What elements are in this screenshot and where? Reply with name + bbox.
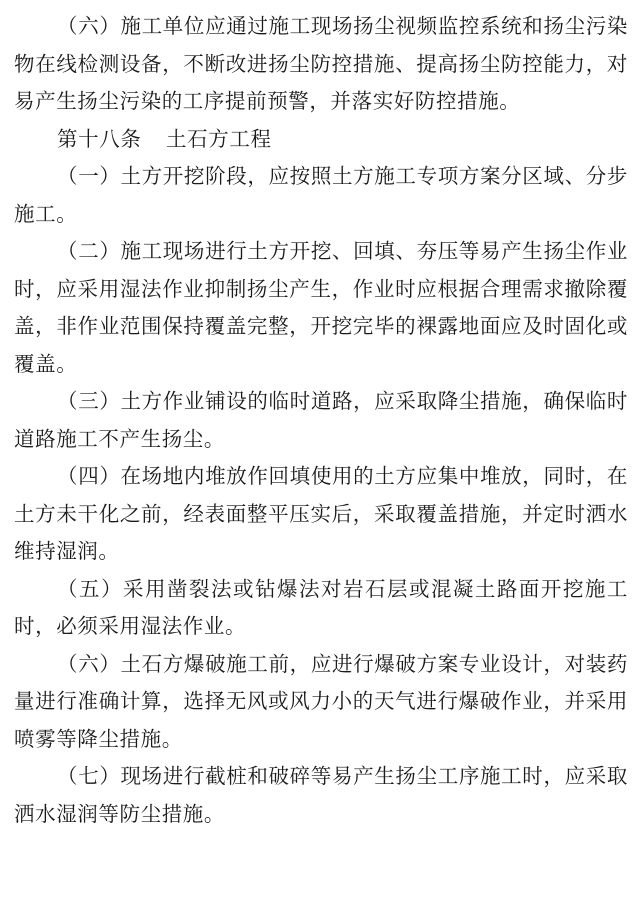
paragraph-item-4-soil-stockpile: （四）在场地内堆放作回填使用的土方应集中堆放，同时，在土方未干化之前，经表面整平压实后，采取覆盖措施，并定时洒水维持湿润。: [14, 464, 628, 563]
paragraph-item-6-dust-monitoring: （六）施工单位应通过施工现场扬尘视频监控系统和扬尘污染物在线检测设备，不断改进扬尘防控措施、提高扬尘防控能力，对易产生扬尘污染的工序提前预警，并落实好防控措施。: [14, 14, 628, 113]
paragraph-item-5-rock-excavation: （五）采用凿裂法或钻爆法对岩石层或混凝土路面开挖施工时，必须采用湿法作业。: [14, 576, 628, 638]
paragraph-item-6-blasting: （六）土石方爆破施工前，应进行爆破方案专业设计，对装药量进行准确计算，选择无风或风力小的天气进行爆破作业，并采用喷雾等降尘措施。: [14, 651, 628, 751]
article-number: 第十八条: [57, 126, 142, 151]
article-heading: [14, 121, 628, 159]
paragraph-item-3-temporary-road: （三）土方作业铺设的临时道路，应采取降尘措施，确保临时道路施工不产生扬尘。: [14, 389, 628, 451]
paragraph-item-1-excavation: （一）土方开挖阶段，应按照土方施工专项方案分区域、分步施工。: [14, 164, 628, 226]
paragraph-item-2-wet-operation: （二）施工现场进行土方开挖、回填、夯压等易产生扬尘作业时，应采用湿法作业抑制扬尘产生，作业时应根据合理需求撤除覆盖，非作业范围保持覆盖完整，开挖完毕的裸露地面应及时固化或覆盖。: [14, 239, 628, 376]
article-title: 土石方工程: [166, 126, 272, 151]
paragraph-item-7-pile-cutting: （七）现场进行截桩和破碎等易产生扬尘工序施工时，应采取洒水湿润等防尘措施。: [14, 764, 628, 826]
